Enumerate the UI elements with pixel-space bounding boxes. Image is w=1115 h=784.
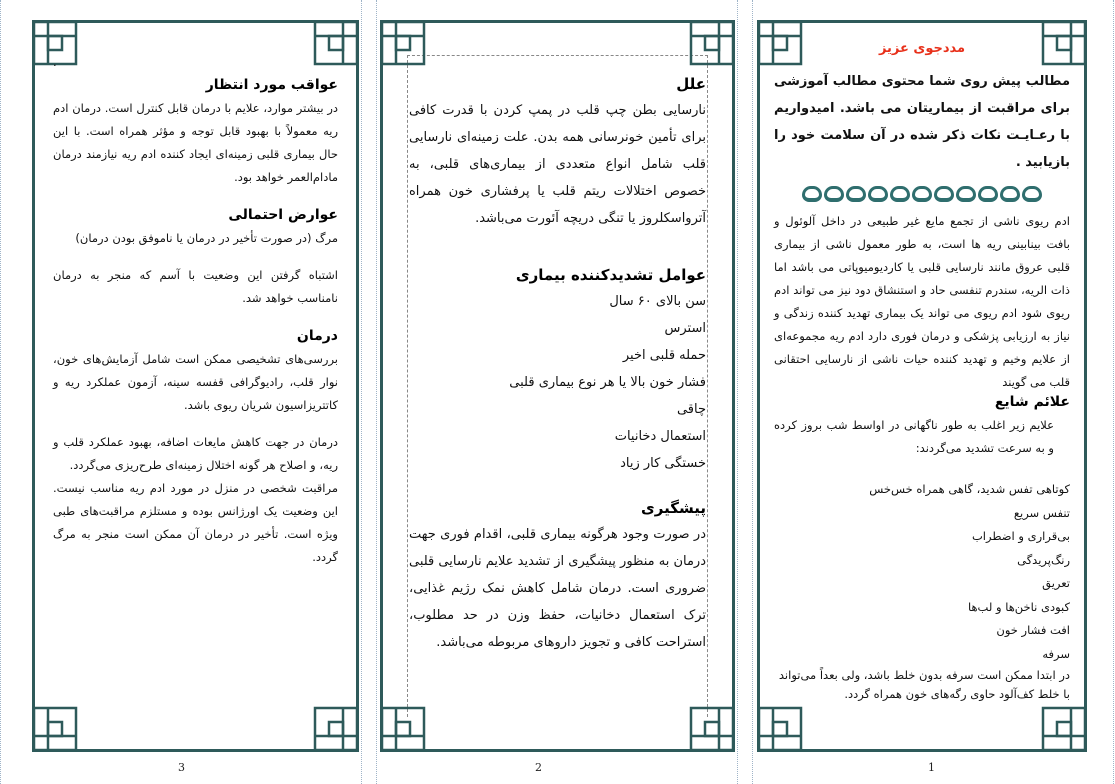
outlook-heading: عواقب مورد انتظار bbox=[205, 77, 338, 93]
panel-1-content bbox=[774, 41, 1070, 709]
corner-ornament bbox=[689, 706, 735, 752]
prevention-text: در صورت وجود هرگونه بیماری قلبی، اقدام فوری جهت درمان به منظور پیشگیری از تشدید علایم نارسایی قلبی ضروری است. درمان شامل کاهش نمک رژیم غذایی، ترک استعمال دخانیات، حفظ وزن در حد مطلوب، استراحت کافی و تجویز داروهای مربوطه می‌باشد. bbox=[409, 527, 706, 650]
list-item: استرس bbox=[664, 321, 706, 336]
treatment-text-2: درمان در جهت کاهش مایعات اضافه، بهبود عملکرد قلب و ریه، و اصلاح هر گونه اختلال زمینه‌ای طرح‌ریزی می‌گردد. bbox=[53, 435, 338, 472]
treatment-text-3: مراقبت شخصی در منزل در مورد ادم ریه مناسب نیست. این وضعیت یک اورژانس بوده و مستلزم مراقبت‌های طبی ویژه است. تأخیر در درمان آن ممکن است منجر به مرگ گردد. bbox=[53, 481, 338, 564]
complications-heading: عوارض احتمالی bbox=[228, 207, 338, 223]
list-item: در ابتدا ممکن است سرفه بدون خلط باشد، ولی بعداً می‌تواند با خلط کف‌آلود حاوی رگه‌های خون همراه گردد. bbox=[778, 668, 1070, 701]
brochure-panel-3 bbox=[32, 20, 359, 752]
list-item: سن بالای ۶۰ سال bbox=[609, 294, 706, 309]
corner-ornament bbox=[689, 20, 735, 66]
page-number-3: 3 bbox=[178, 761, 185, 774]
corner-ornament bbox=[380, 706, 426, 752]
page-number-2: 2 bbox=[535, 761, 542, 774]
panel-3-content bbox=[53, 55, 338, 709]
symptoms-intro: علایم زیر اغلب به طور ناگهانی در اواسط شب بروز کرده و به سرعت تشدید می‌گردند: bbox=[774, 418, 1054, 455]
definition-text: ادم ریوی ناشی از تجمع مایع غیر طبیعی در داخل آلوئول و بافت بینابینی ریه ها است، به طور معمول ناشی از بیماری قلبی عروق مانند نارسایی قلبی یا کاردیومیوپاتی می باشد اما ذات الریه، سندرم تنفسی حاد و استنشاق دود نیز می تواند ادم ریوی شود ادم ریوی می تواند یک بیماری تهدید کننده زندگی و نیاز به ارزیابی پزشکی و درمان فوری دارد ادم ریه مجموعه‌ای از علایم وخیم و تهدید کننده حیات ناشی از نارسایی احتقانی قلب می گویند bbox=[774, 214, 1070, 389]
list-item: کوتاهی تفس شدید، گاهی همراه خس‌خس bbox=[869, 482, 1070, 496]
list-item: سرفه bbox=[1042, 646, 1070, 661]
list-item: بی‌قراری و اضطراب bbox=[971, 529, 1070, 543]
intro-text: مطالب پیش روی شما محتوی مطالب آموزشی برای مراقبت از بیماریتان می باشد. امیدواریم با رعـایـت نکات ذکر شده در آن سلامت خود را بازیابید . bbox=[774, 74, 1070, 170]
corner-ornament bbox=[757, 706, 803, 752]
list-item: تنفس سریع bbox=[1013, 505, 1070, 520]
greeting-title: مددجوی عزیز bbox=[878, 41, 966, 56]
brochure-panel-1 bbox=[757, 20, 1087, 752]
list-item: رنگ‌پریدگی bbox=[1017, 552, 1070, 567]
list-item: فشار خون بالا یا هر نوع بیماری قلبی bbox=[509, 375, 706, 390]
list-item: تعریق bbox=[1042, 576, 1070, 590]
corner-ornament bbox=[313, 706, 359, 752]
list-item: خستگی کار زیاد bbox=[620, 456, 706, 471]
risk-factors-heading: عوامل تشدیدکننده بیماری bbox=[515, 266, 706, 284]
panel-2-content bbox=[409, 67, 706, 709]
causes-heading: علل bbox=[676, 75, 706, 93]
complications-text-1: مرگ (در صورت تأخیر در درمان یا ناموفق بودن درمان) bbox=[75, 231, 338, 245]
corner-ornament bbox=[380, 20, 426, 66]
risk-factors-list bbox=[409, 288, 706, 477]
corner-ornament bbox=[32, 706, 78, 752]
treatment-text-1: بررسی‌های تشخیصی ممکن است شامل آزمایش‌های خون، نوار قلب، رادیوگرافی قفسه سینه، آزمون عملکرد ریه و کاتتریزاسیون شریان ریوی باشد. bbox=[53, 352, 338, 412]
complications-text-2: اشتباه گرفتن این وضعیت با آسم که منجر به درمان نامناسب خواهد شد. bbox=[53, 268, 338, 305]
list-item: افت فشار خون bbox=[996, 623, 1070, 637]
prevention-heading: پیشگیری bbox=[641, 499, 706, 517]
wave-ornament bbox=[774, 186, 1070, 202]
stray-dot: . bbox=[53, 55, 57, 69]
symptoms-list bbox=[774, 478, 1070, 704]
page-number-1: 1 bbox=[928, 761, 935, 774]
brochure-panel-2 bbox=[380, 20, 735, 752]
outlook-text: در بیشتر موارد، علایم با درمان قابل کنترل است. درمان ادم ریه معمولاً با بهبود قابل توجه و مؤثر همراه است. با این حال بیماری قلبی زمینه‌ای ایجاد کننده ادم ریه نیازمند درمان مادام‌العمر خواهد بود. bbox=[53, 101, 338, 184]
list-item: استعمال دخانیات bbox=[614, 429, 706, 444]
list-item: حمله قلبی اخیر bbox=[622, 348, 706, 363]
list-item: چاقی bbox=[676, 402, 706, 417]
treatment-heading: درمان bbox=[296, 328, 338, 344]
symptoms-heading: علائم شایع bbox=[994, 394, 1070, 410]
list-item: کبودی ناخن‌ها و لب‌ها bbox=[967, 599, 1070, 614]
causes-text: نارسایی بطن چپ قلب در پمپ کردن با قدرت کافی برای تأمین خونرسانی همه بدن. علت زمینه‌ای نارسایی قلب شامل انواع متعددی از بیماری‌های قلبی، به خصوص اختلالات ریتم قلب یا پرفشاری خون همراه آترواسکلروز یا تنگی دریچه آئورت می‌باشد. bbox=[409, 103, 706, 226]
corner-ornament bbox=[1041, 706, 1087, 752]
